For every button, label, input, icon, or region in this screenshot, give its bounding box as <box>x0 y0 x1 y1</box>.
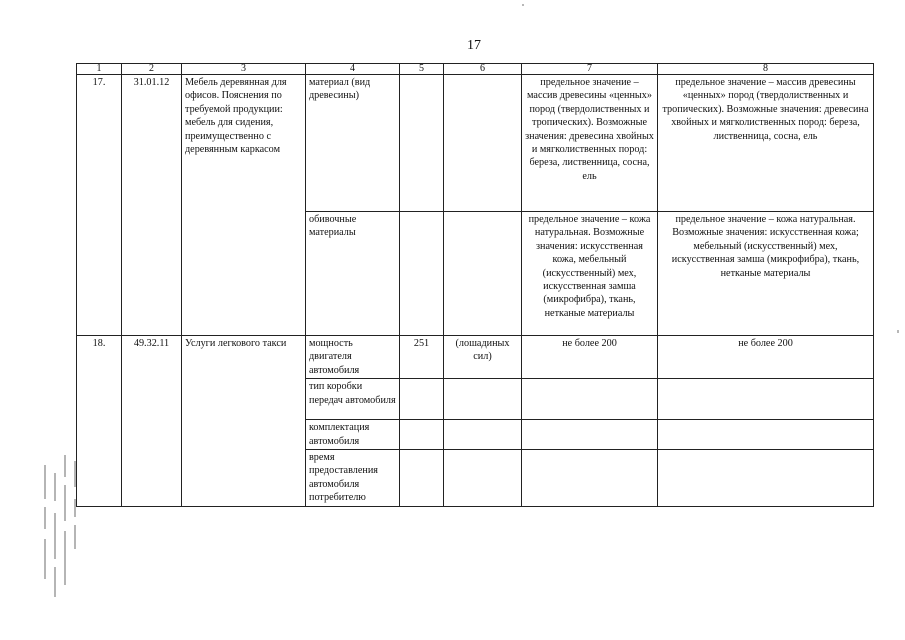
scan-noise-graphic <box>40 455 86 615</box>
characteristic-name: мощность двигателя автомобиля <box>306 336 400 379</box>
page-number: 17 <box>467 38 481 53</box>
value-col7 <box>522 379 658 420</box>
product-name: Услуги легкового такси <box>182 336 306 507</box>
characteristic-name: время предоставления автомобиля потребителю <box>306 450 400 507</box>
characteristic-name: материал (вид древесины) <box>306 75 400 212</box>
unit-code <box>400 75 444 212</box>
okpd2-code: 31.01.12 <box>122 75 182 336</box>
okpd2-code: 49.32.11 <box>122 336 182 507</box>
scan-speck <box>522 4 524 6</box>
column-header: 6 <box>444 64 522 75</box>
characteristic-name: тип коробки передач автомобиля <box>306 379 400 420</box>
value-col8: предельное значение – массив древесины «ценных» пород (твердолиственных и тропических). Возможные значения: древесина хвойных и мягколиственных пород: береза, лиственница, сосна, ель <box>658 75 874 212</box>
unit-code <box>400 212 444 336</box>
value-col8 <box>658 420 874 450</box>
value-col7: предельное значение – массив древесины «ценных» пород (твердолиственных и тропических). Возможные значения: древесина хвойных и мягколиственных пород: береза, лиственница, сосна, ель <box>522 75 658 212</box>
column-header: 4 <box>306 64 400 75</box>
characteristic-name: комплектация автомобиля <box>306 420 400 450</box>
column-header: 7 <box>522 64 658 75</box>
characteristic-name: обивочные материалы <box>306 212 400 336</box>
unit-code <box>400 450 444 507</box>
product-name: Мебель деревянная для офисов. Пояснения по требуемой продукции: мебель для сидения, преимущественно с деревянным каркасом <box>182 75 306 336</box>
unit-name <box>444 379 522 420</box>
column-header: 3 <box>182 64 306 75</box>
value-col7 <box>522 420 658 450</box>
value-col8 <box>658 450 874 507</box>
value-col7 <box>522 450 658 507</box>
row-number: 18. <box>77 336 122 507</box>
value-col8: не более 200 <box>658 336 874 379</box>
table-row <box>77 75 874 212</box>
value-col8: предельное значение – кожа натуральная. Возможные значения: искусственная кожа; мебельный (искусственный) мех, искусственная замша (микрофибра), ткань, нетканые материалы <box>658 212 874 336</box>
scan-marginalia <box>40 455 86 615</box>
unit-name <box>444 450 522 507</box>
value-col7: не более 200 <box>522 336 658 379</box>
unit-name <box>444 420 522 450</box>
column-header: 2 <box>122 64 182 75</box>
column-header: 1 <box>77 64 122 75</box>
column-header: 5 <box>400 64 444 75</box>
column-header: 8 <box>658 64 874 75</box>
unit-name: (лошадиных сил) <box>444 336 522 379</box>
value-col8 <box>658 379 874 420</box>
unit-code: 251 <box>400 336 444 379</box>
unit-name <box>444 75 522 212</box>
unit-code <box>400 420 444 450</box>
table-row <box>77 336 874 379</box>
value-col7: предельное значение – кожа натуральная. Возможные значения: искусственная кожа, мебельный (искусственный) мех, искусственная замша (микрофибра), ткань, нетканые материалы <box>522 212 658 336</box>
unit-name <box>444 212 522 336</box>
scan-speck <box>897 330 899 333</box>
row-number: 17. <box>77 75 122 336</box>
unit-code <box>400 379 444 420</box>
column-number-row <box>77 64 874 75</box>
characteristics-table <box>76 63 874 507</box>
